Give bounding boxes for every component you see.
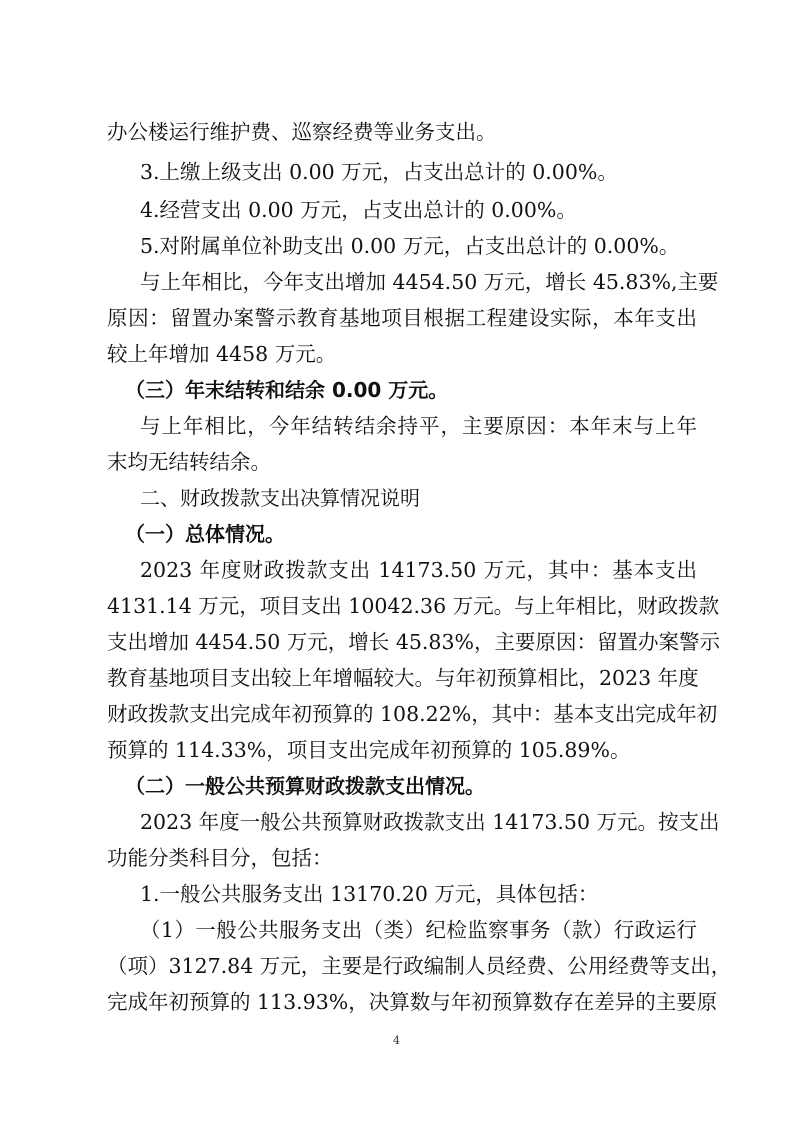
paragraph-line: 3.上缴上级支出 0.00 万元，占支出总计的 0.00%。 xyxy=(140,160,618,184)
paragraph-line: 与上年相比，今年支出增加 4454.50 万元，增长 45.83%,主要 xyxy=(140,270,719,294)
paragraph-line: 功能分类科目分，包括： xyxy=(107,846,333,870)
paragraph-line: 教育基地项目支出较上年增幅较大。与年初预算相比，2023 年度 xyxy=(107,666,699,690)
page-number: 4 xyxy=(393,1034,400,1047)
paragraph-line: 办公楼运行维护费、巡察经费等业务支出。 xyxy=(107,120,497,144)
section-heading: （二）一般公共预算财政拨款支出情况。 xyxy=(125,774,485,798)
paragraph-line: 1.一般公共服务支出 13170.20 万元，具体包括： xyxy=(140,882,599,906)
paragraph-line: 较上年增加 4458 万元。 xyxy=(107,342,337,366)
paragraph-line: 4131.14 万元，项目支出 10042.36 万元。与上年相比，财政拨款 xyxy=(107,594,720,618)
paragraph-line: 与上年相比，今年结转结余持平，主要原因：本年末与上年 xyxy=(140,414,697,438)
paragraph-line: （项）3127.84 万元，主要是行政编制人员经费、公用经费等支出， xyxy=(107,954,732,978)
paragraph-line: 末均无结转结余。 xyxy=(107,450,271,474)
paragraph-line: 2023 年度一般公共预算财政拨款支出 14173.50 万元。按支出 xyxy=(140,810,720,834)
section-heading: （一）总体情况。 xyxy=(125,522,285,546)
paragraph-line: 财政拨款支出完成年初预算的 108.22%，其中：基本支出完成年初 xyxy=(107,702,718,726)
paragraph-line: 完成年初预算的 113.93%，决算数与年初预算数存在差异的主要原 xyxy=(107,990,718,1014)
paragraph-line: 支出增加 4454.50 万元，增长 45.83%，主要原因：留置办案警示 xyxy=(107,630,720,654)
section-heading: 二、财政拨款支出决算情况说明 xyxy=(140,486,420,510)
paragraph-line: 2023 年度财政拨款支出 14173.50 万元，其中：基本支出 xyxy=(140,558,697,582)
paragraph-line: 预算的 114.33%，项目支出完成年初预算的 105.89%。 xyxy=(107,738,631,762)
paragraph-line: 5.对附属单位补助支出 0.00 万元，占支出总计的 0.00%。 xyxy=(140,234,680,258)
paragraph-line: （1）一般公共服务支出（类）纪检监察事务（款）行政运行 xyxy=(140,918,697,942)
paragraph-line: 4.经营支出 0.00 万元，占支出总计的 0.00%。 xyxy=(140,198,577,222)
section-heading: （三）年末结转和结余 0.00 万元。 xyxy=(125,378,449,402)
paragraph-line: 原因：留置办案警示教育基地项目根据工程建设实际，本年支出 xyxy=(107,306,697,330)
